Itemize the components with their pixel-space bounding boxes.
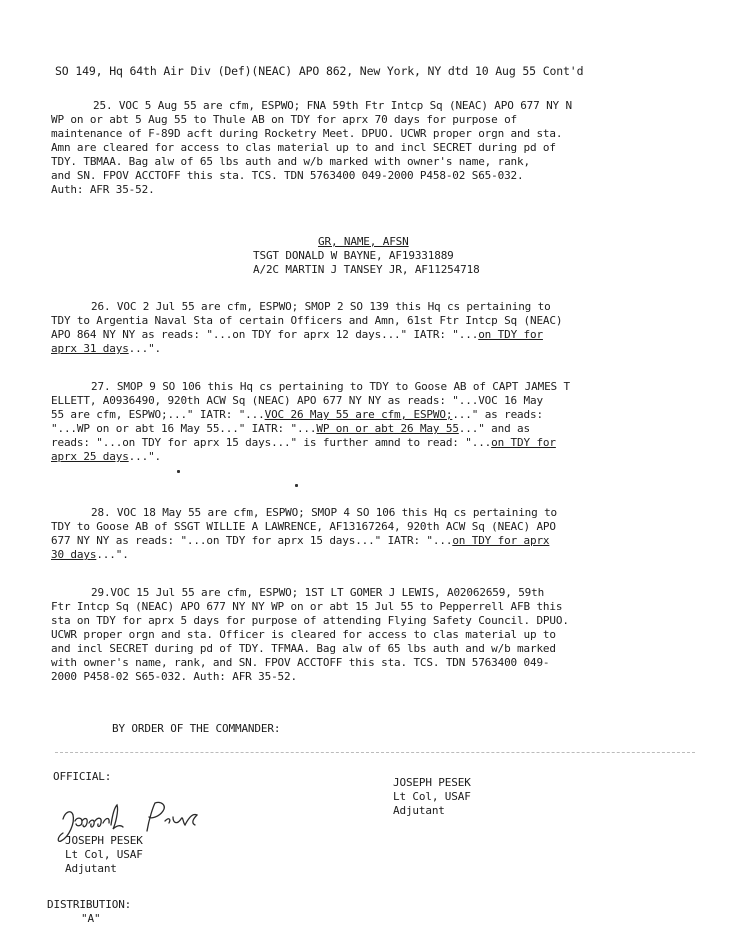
order-header: SO 149, Hq 64th Air Div (Def)(NEAC) APO 862, New York, NY dtd 10 Aug 55 Cont'd: [55, 64, 584, 78]
roster-heading: GR, NAME, AFSN: [318, 235, 409, 248]
paragraph-line: APO 864 NY NY as reads: "...on TDY for aprx 12 days..." IATR: "...on TDY for: [51, 328, 543, 341]
signer-rank-left: Lt Col, USAF: [65, 848, 143, 861]
paragraph-line: 27. SMOP 9 SO 106 this Hq cs pertaining to TDY to Goose AB of CAPT JAMES T: [91, 380, 570, 393]
paragraph-line: 30 days...".: [51, 548, 129, 561]
paragraph-line: with owner's name, rank, and SN. FPOV ACCTOFF this sta. TCS. TDN 5763400 049-: [51, 656, 550, 669]
paragraph-line: sta on TDY for aprx 5 days for purpose of attending Flying Safety Council. DPUO.: [51, 614, 569, 627]
paragraph-line: 677 NY NY as reads: "...on TDY for aprx 15 days..." IATR: "...on TDY for aprx: [51, 534, 550, 547]
paragraph-line: 2000 P458-02 S65-032. Auth: AFR 35-52.: [51, 670, 297, 683]
signer-title-left: Adjutant: [65, 862, 117, 875]
paragraph-line: TDY. TBMAA. Bag alw of 65 lbs auth and w/b marked with owner's name, rank,: [51, 155, 530, 168]
paragraph-line: TDY to Goose AB of SSGT WILLIE A LAWRENCE, AF13167264, 920th ACW Sq (NEAC) APO: [51, 520, 556, 533]
order-line: BY ORDER OF THE COMMANDER:: [112, 722, 281, 735]
paragraph-line: 26. VOC 2 Jul 55 are cfm, ESPWO; SMOP 2 SO 139 this Hq cs pertaining to: [91, 300, 551, 313]
paragraph-line: and incl SECRET during pd of TDY. TFMAA. Bag alw of 65 lbs auth and w/b marked: [51, 642, 556, 655]
paragraph-line: 25. VOC 5 Aug 55 are cfm, ESPWO; FNA 59th Ftr Intcp Sq (NEAC) APO 677 NY N: [93, 99, 572, 112]
signer-name: JOSEPH PESEK: [393, 776, 471, 789]
distribution-label: DISTRIBUTION:: [47, 898, 132, 911]
paragraph-line: Auth: AFR 35-52.: [51, 183, 155, 196]
paragraph-line: 28. VOC 18 May 55 are cfm, ESPWO; SMOP 4 SO 106 this Hq cs pertaining to: [91, 506, 558, 519]
paragraph-line: reads: "...on TDY for aprx 15 days..." is further amnd to read: "...on TDY for: [51, 436, 556, 449]
paragraph-line: 29.VOC 15 Jul 55 are cfm, ESPWO; 1ST LT GOMER J LEWIS, A02062659, 59th: [91, 586, 545, 599]
paragraph-line: maintenance of F-89D acft during Rocketry Meet. DPUO. UCWR proper orgn and sta.: [51, 127, 563, 140]
distribution-value: "A": [81, 912, 101, 925]
paragraph-line: Amn are cleared for access to clas material up to and incl SECRET during pd of: [51, 141, 556, 154]
official-label: OFFICIAL:: [53, 770, 112, 783]
paragraph-line: aprx 25 days...".: [51, 450, 162, 463]
paragraph-line: ELLETT, A0936490, 920th ACW Sq (NEAC) APO 677 NY NY as reads: "...VOC 16 May: [51, 394, 543, 407]
paragraph-line: 55 are cfm, ESPWO;..." IATR: "...VOC 26 May 55 are cfm, ESPWO;..." as reads:: [51, 408, 543, 421]
signer-name-left: JOSEPH PESEK: [65, 834, 143, 847]
paragraph-line: WP on or abt 5 Aug 55 to Thule AB on TDY for aprx 70 days for purpose of: [51, 113, 518, 126]
signer-rank: Lt Col, USAF: [393, 790, 471, 803]
signer-title: Adjutant: [393, 804, 445, 817]
paragraph-line: "...WP on or abt 16 May 55..." IATR: "...WP on or abt 26 May 55..." and as: [51, 422, 530, 435]
scan-speck: [295, 484, 298, 487]
paragraph-line: UCWR proper orgn and sta. Officer is cleared for access to clas material up to: [51, 628, 556, 641]
paragraph-line: TDY to Argentia Naval Sta of certain Officers and Amn, 61st Ftr Intcp Sq (NEAC): [51, 314, 563, 327]
paragraph-line: Ftr Intcp Sq (NEAC) APO 677 NY NY WP on or abt 15 Jul 55 to Pepperrell AFB this: [51, 600, 563, 613]
paragraph-line: aprx 31 days...".: [51, 342, 162, 355]
paragraph-line: and SN. FPOV ACCTOFF this sta. TCS. TDN 5763400 049-2000 P458-02 S65-032.: [51, 169, 524, 182]
separator-rule: [55, 752, 695, 753]
roster-entry: A/2C MARTIN J TANSEY JR, AF11254718: [253, 263, 480, 276]
roster-entry: TSGT DONALD W BAYNE, AF19331889: [253, 249, 454, 262]
scan-speck: [177, 470, 180, 473]
